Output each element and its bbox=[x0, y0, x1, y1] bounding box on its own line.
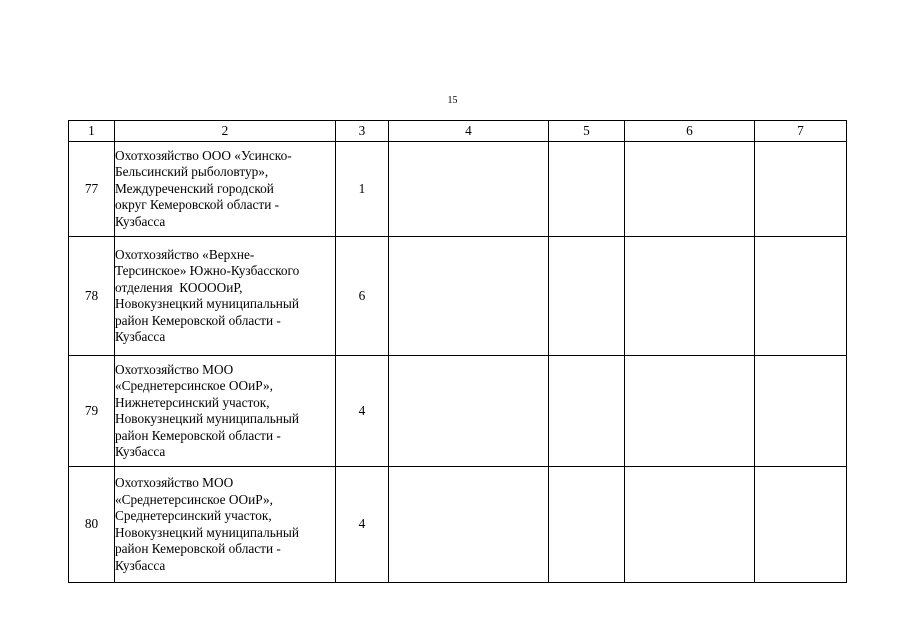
name-line: Охотхозяйство ООО «Усинско- bbox=[115, 147, 292, 163]
table-row bbox=[69, 142, 847, 237]
name-line: «Среднетерсинское ООиР», bbox=[115, 378, 273, 393]
empty-cell bbox=[625, 356, 755, 467]
page-number: 15 bbox=[447, 95, 458, 106]
name-line: «Среднетерсинское ООиР», bbox=[115, 491, 273, 507]
header-col-6: 6 bbox=[625, 121, 755, 142]
table-row bbox=[69, 356, 847, 467]
empty-cell bbox=[625, 467, 755, 583]
name-line: Новокузнецкий муниципальный bbox=[115, 296, 299, 311]
hunting-grounds-table bbox=[68, 120, 847, 583]
quantity-cell: 1 bbox=[336, 142, 389, 237]
name-line: Охотхозяйство МОО bbox=[115, 361, 234, 377]
header-col-1: 1 bbox=[69, 121, 115, 142]
name-line: Кузбасса bbox=[115, 557, 166, 573]
empty-cell bbox=[549, 142, 625, 237]
hunting-ground-name bbox=[115, 356, 336, 467]
header-row bbox=[69, 121, 847, 142]
name-line: район Кемеровской области - bbox=[115, 312, 281, 328]
name-line: Нижнетерсинский участок, bbox=[115, 394, 270, 410]
table-row bbox=[69, 467, 847, 583]
header-col-5: 5 bbox=[549, 121, 625, 142]
empty-cell bbox=[755, 142, 847, 237]
name-line: Терсинское» Южно-Кузбасского bbox=[115, 263, 300, 278]
empty-cell bbox=[549, 237, 625, 356]
quantity-cell: 4 bbox=[336, 356, 389, 467]
name-line: Охотхозяйство «Верхне- bbox=[115, 246, 255, 262]
name-line: Кузбасса bbox=[115, 444, 166, 459]
name-line: округ Кемеровской области - bbox=[115, 197, 280, 213]
row-number: 78 bbox=[69, 237, 115, 356]
quantity-cell: 4 bbox=[336, 467, 389, 583]
hunting-ground-name bbox=[115, 237, 336, 356]
empty-cell bbox=[389, 467, 549, 583]
table-row bbox=[69, 237, 847, 356]
empty-cell bbox=[755, 467, 847, 583]
name-line: Новокузнецкий муниципальный bbox=[115, 411, 299, 426]
row-number: 77 bbox=[69, 142, 115, 237]
header-col-7: 7 bbox=[755, 121, 847, 142]
empty-cell bbox=[549, 467, 625, 583]
empty-cell bbox=[625, 237, 755, 356]
header-col-3: 3 bbox=[336, 121, 389, 142]
empty-cell bbox=[389, 142, 549, 237]
header-col-2: 2 bbox=[115, 121, 336, 142]
empty-cell bbox=[389, 356, 549, 467]
name-line: Охотхозяйство МОО bbox=[115, 475, 234, 490]
empty-cell bbox=[755, 237, 847, 356]
name-line: Бельсинский рыболовтур», bbox=[115, 164, 269, 180]
empty-cell bbox=[389, 237, 549, 356]
name-line: район Кемеровской области - bbox=[115, 541, 281, 556]
hunting-ground-name bbox=[115, 142, 336, 237]
name-line: Кузбасса bbox=[115, 329, 166, 344]
empty-cell bbox=[625, 142, 755, 237]
name-line: район Кемеровской области - bbox=[115, 427, 281, 443]
row-number: 80 bbox=[69, 467, 115, 583]
name-line: отделения КООООиР, bbox=[115, 279, 243, 295]
header-col-4: 4 bbox=[389, 121, 549, 142]
quantity-cell: 6 bbox=[336, 237, 389, 356]
name-line: Среднетерсинский участок, bbox=[115, 508, 272, 523]
name-line: Новокузнецкий муниципальный bbox=[115, 524, 299, 540]
row-number: 79 bbox=[69, 356, 115, 467]
hunting-ground-name bbox=[115, 467, 336, 583]
empty-cell bbox=[549, 356, 625, 467]
empty-cell bbox=[755, 356, 847, 467]
name-line: Междуреченский городской bbox=[115, 180, 274, 196]
name-line: Кузбасса bbox=[115, 213, 166, 229]
